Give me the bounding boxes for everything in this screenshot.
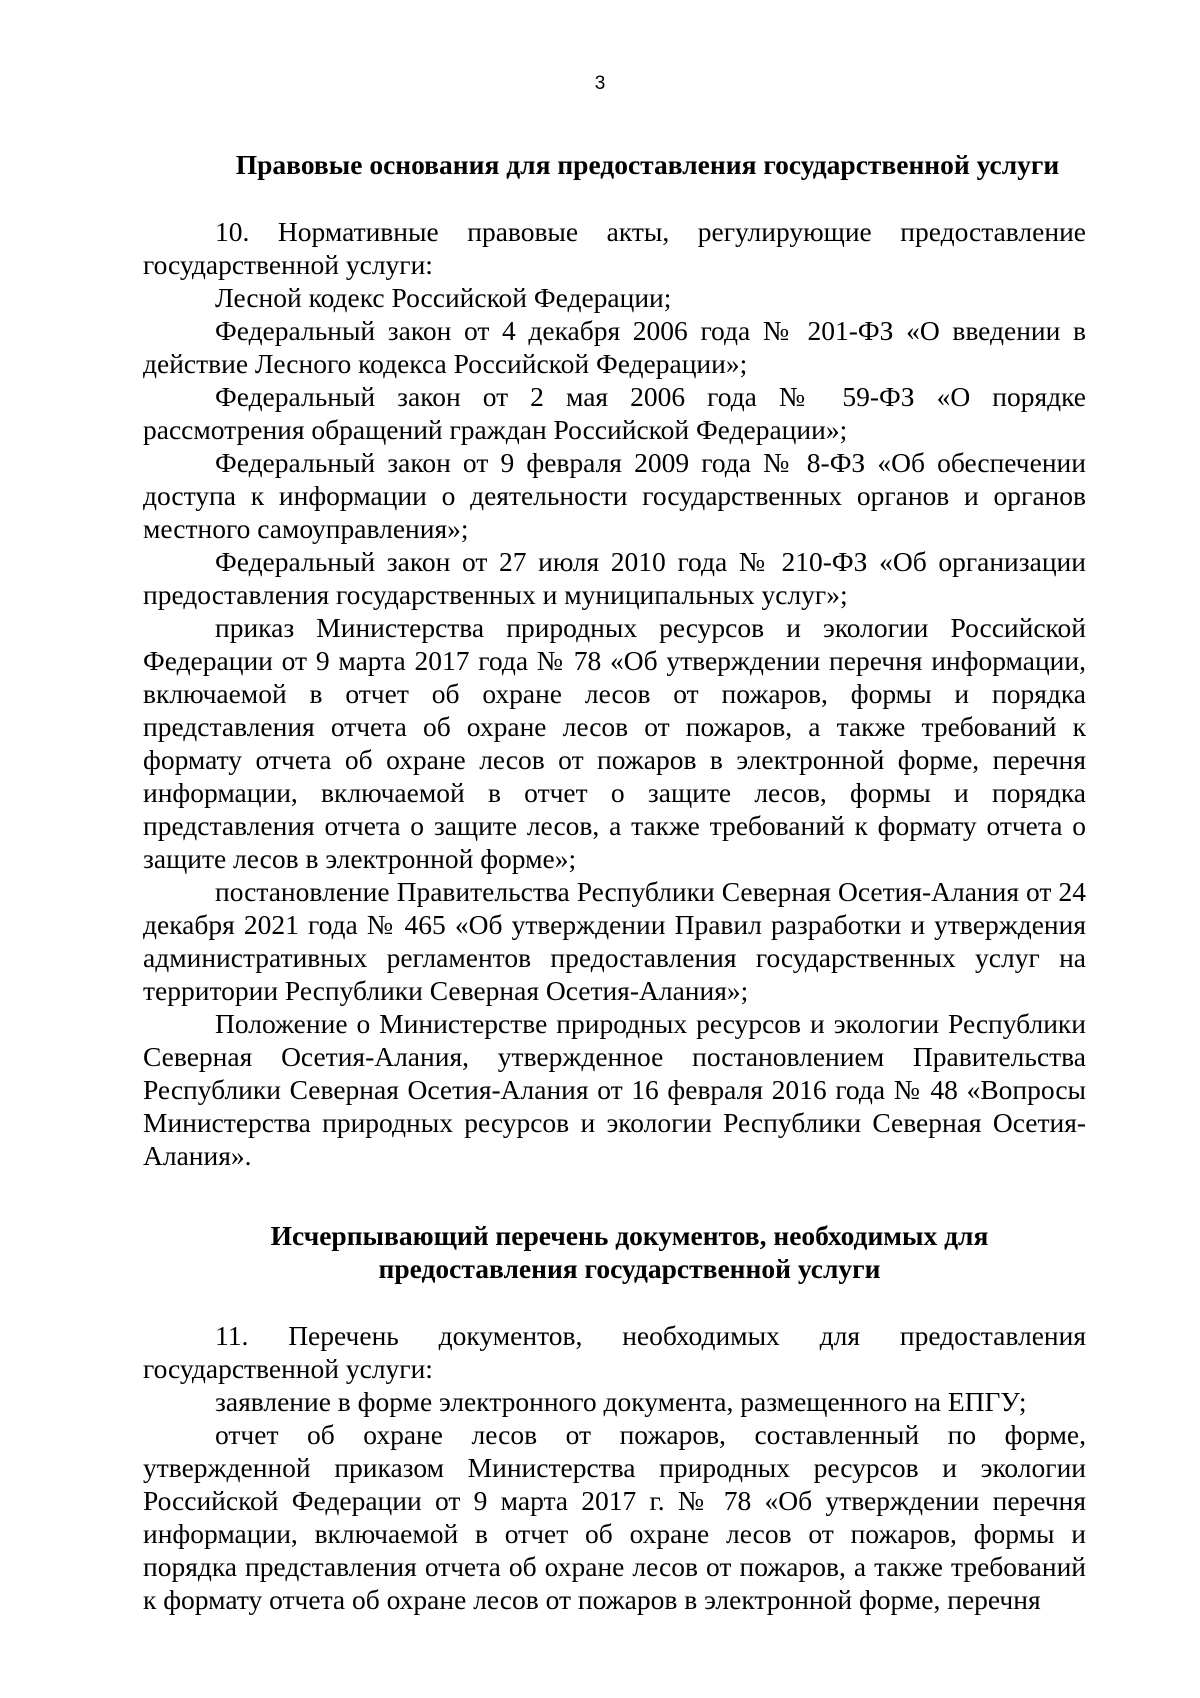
paragraph: отчет об охране лесов от пожаров, составленный по форме, утвержденной приказом Министерства природных ресурсов и экологии Российской Федерации от 9 марта 2017 г. № 78 «Об утверждении перечня информации, включаемой в отчет об охране лесов от пожаров, формы и порядка представления отчета об охране лесов от пожаров, а также требований к формату отчета об охране лесов от пожаров в электронной форме, перечня xyxy=(143,1419,1086,1615)
page-content xyxy=(143,148,1086,1616)
paragraph: Федеральный закон от 4 декабря 2006 года № 201-ФЗ «О введении в действие Лесного кодекса Российской Федерации»; xyxy=(143,315,1086,379)
paragraph: постановление Правительства Республики Северная Осетия-Алания от 24 декабря 2021 года № 465 «Об утверждении Правил разработки и утверждения административных регламентов предоставления государственных услуг на территории Республики Северная Осетия-Алания»; xyxy=(143,876,1086,1006)
paragraph: 11. Перечень документов, необходимых для предоставления государственной услуги: xyxy=(143,1320,1086,1384)
section-documents-list xyxy=(143,1319,1086,1616)
paragraph: Федеральный закон от 2 мая 2006 года № 59-ФЗ «О порядке рассмотрения обращений граждан Российской Федерации»; xyxy=(143,381,1086,445)
section-legal-basis xyxy=(143,215,1086,1172)
paragraph: 10. Нормативные правовые акты, регулирующие предоставление государственной услуги: xyxy=(143,216,1086,280)
paragraph: Лесной кодекс Российской Федерации; xyxy=(215,282,672,313)
paragraph: Федеральный закон от 27 июля 2010 года № 210-ФЗ «Об организации предоставления государственных и муниципальных услуг»; xyxy=(143,546,1086,610)
paragraph: Положение о Министерстве природных ресурсов и экологии Республики Северная Осетия-Алания, утвержденное постановлением Правительства Республики Северная Осетия-Алания от 16 февраля 2016 года № 48 «Вопросы Министерства природных ресурсов и экологии Республики Северная Осетия-Алания». xyxy=(143,1008,1086,1171)
section-heading-legal-basis: Правовые основания для предоставления государственной услуги xyxy=(235,149,1060,180)
paragraph: заявление в форме электронного документа, размещенного на ЕПГУ; xyxy=(215,1386,1027,1417)
section-heading-documents-list: Исчерпывающий перечень документов, необходимых для предоставления государственной услуги xyxy=(270,1220,989,1284)
paragraph: Федеральный закон от 9 февраля 2009 года № 8-ФЗ «Об обеспечении доступа к информации о деятельности государственных органов и органов местного самоуправления»; xyxy=(143,447,1086,544)
paragraph: приказ Министерства природных ресурсов и экологии Российской Федерации от 9 марта 2017 года № 78 «Об утверждении перечня информации, включаемой в отчет об охране лесов от пожаров, формы и порядка представления отчета об охране лесов от пожаров, а также требований к формату отчета об охране лесов от пожаров в электронной форме, перечня информации, включаемой в отчет о защите лесов, формы и порядка представления отчета о защите лесов, а также требований к формату отчета о защите лесов в электронной форме»; xyxy=(143,612,1086,874)
page-number: 3 xyxy=(594,73,606,94)
